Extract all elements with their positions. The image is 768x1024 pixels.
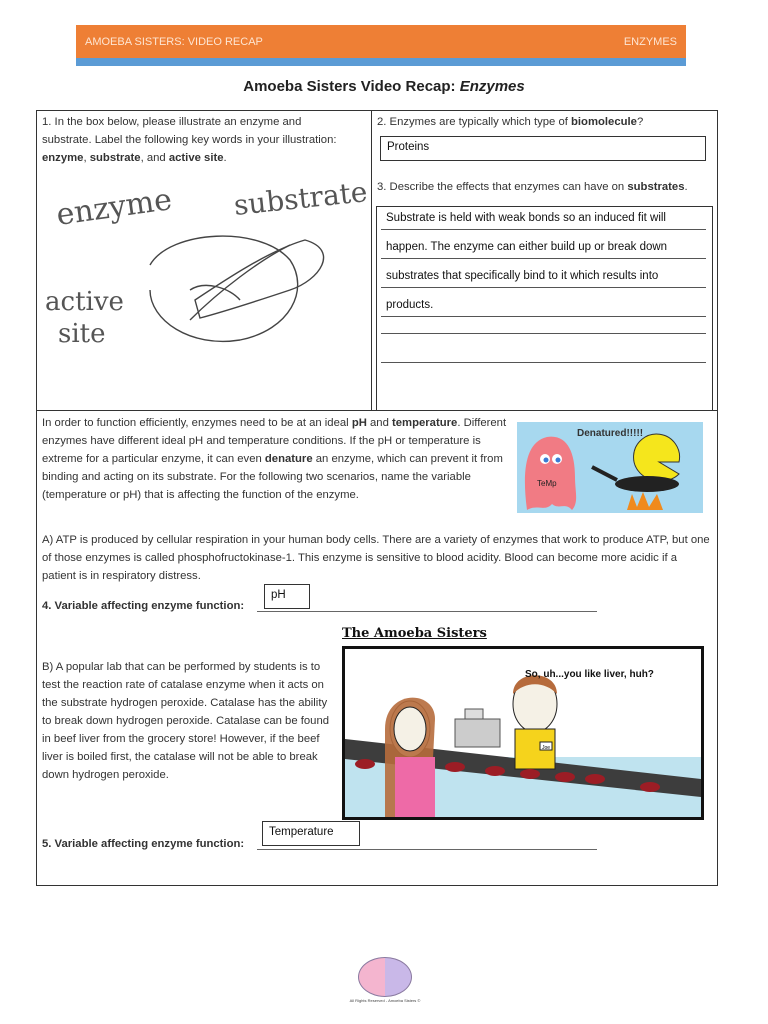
label-enzyme: enzyme xyxy=(54,182,175,233)
answer-line: Substrate is held with weak bonds so an induced fit will xyxy=(386,212,666,224)
title-italic: Enzymes xyxy=(459,78,525,95)
header-left-text: AMOEBA SISTERS: VIDEO RECAP xyxy=(85,35,263,48)
speech-bubble: So, uh...you like liver, huh? xyxy=(525,669,654,680)
amoeba-sisters-comic xyxy=(342,646,704,820)
nametag: Joe xyxy=(542,745,551,751)
answer-line: products. xyxy=(386,299,434,311)
q4-underline xyxy=(257,611,597,612)
ghost-label: TeMp xyxy=(537,479,557,488)
label-substrate: substrate xyxy=(232,175,369,222)
q4-label: 4. Variable affecting enzyme function: xyxy=(42,600,245,612)
q3-answer-field[interactable] xyxy=(376,206,713,410)
scenario-a-text: A) ATP is produced by cellular respiration in your human body cells. There are a variety of enzymes that work to produce ATP, but one of those enzymes is called phosphofructokinase-1. This enzyme is sensitive to blood acidity. Blood can become more acidic if a patient is in respiratory distress. xyxy=(42,534,710,582)
question-2: 2. Enzymes are typically which type of biomolecule? xyxy=(377,116,644,128)
q5-underline xyxy=(257,849,597,850)
intro-paragraph: In order to function efficiently, enzymes need to be at an ideal pH and temperature. Different enzymes have different ideal pH and temperature conditions. If the pH or temperature is extreme for a particular enzyme, it can even denature an enzyme, which can prevent it from binding and acting on its substrate. For the following two scenarios, name the variable (temperature or pH) that is affecting the function of the enzyme. xyxy=(42,417,507,501)
page-title xyxy=(0,78,768,95)
question-3: 3. Describe the effects that enzymes can have on substrates. xyxy=(377,181,688,193)
worksheet-header-bar xyxy=(76,25,686,58)
q5-answer-field[interactable]: Temperature xyxy=(262,821,360,846)
denatured-caption: Denatured!!!!! xyxy=(577,428,644,439)
q4-answer-field[interactable]: pH xyxy=(264,584,310,609)
footer-copyright: All Rights Reserved - Amoeba Sisters © xyxy=(349,998,421,1003)
enzyme-drawing xyxy=(40,170,370,360)
answer-line: happen. The enzyme can either build up or break down xyxy=(386,241,668,253)
header-right-text: ENZYMES xyxy=(623,35,677,48)
row-divider xyxy=(36,410,718,411)
column-divider xyxy=(371,110,372,410)
answer-line: substrates that specifically bind to it which results into xyxy=(386,270,659,282)
amoeba-sisters-logo xyxy=(358,957,412,997)
scenario-b-text: B) A popular lab that can be performed by students is to test the reaction rate of catalase enzyme when it acts on the substrate hydrogen peroxide. Catalase has the ability to break down hydrogen peroxide. Catalase can be found in beef liver from the grocery store! However, if the beef liver is boiled first, the catalase will not be able to break down hydrogen peroxide. xyxy=(42,661,330,781)
label-site: site xyxy=(58,319,106,349)
substrate-shape xyxy=(195,240,324,318)
header-blue-strip xyxy=(76,58,686,66)
comic-title: The Amoeba Sisters xyxy=(342,626,487,641)
question-1: 1. In the box below, please illustrate an enzyme and substrate. Label the following key words in your illustration: enzyme, substrate, and active site. xyxy=(42,116,337,164)
q5-label: 5. Variable affecting enzyme function: xyxy=(42,838,245,850)
denatured-illustration xyxy=(517,422,703,513)
q2-answer-field[interactable]: Proteins xyxy=(380,136,706,161)
title-main: Amoeba Sisters Video Recap: xyxy=(243,78,460,95)
label-active: active xyxy=(45,287,124,317)
